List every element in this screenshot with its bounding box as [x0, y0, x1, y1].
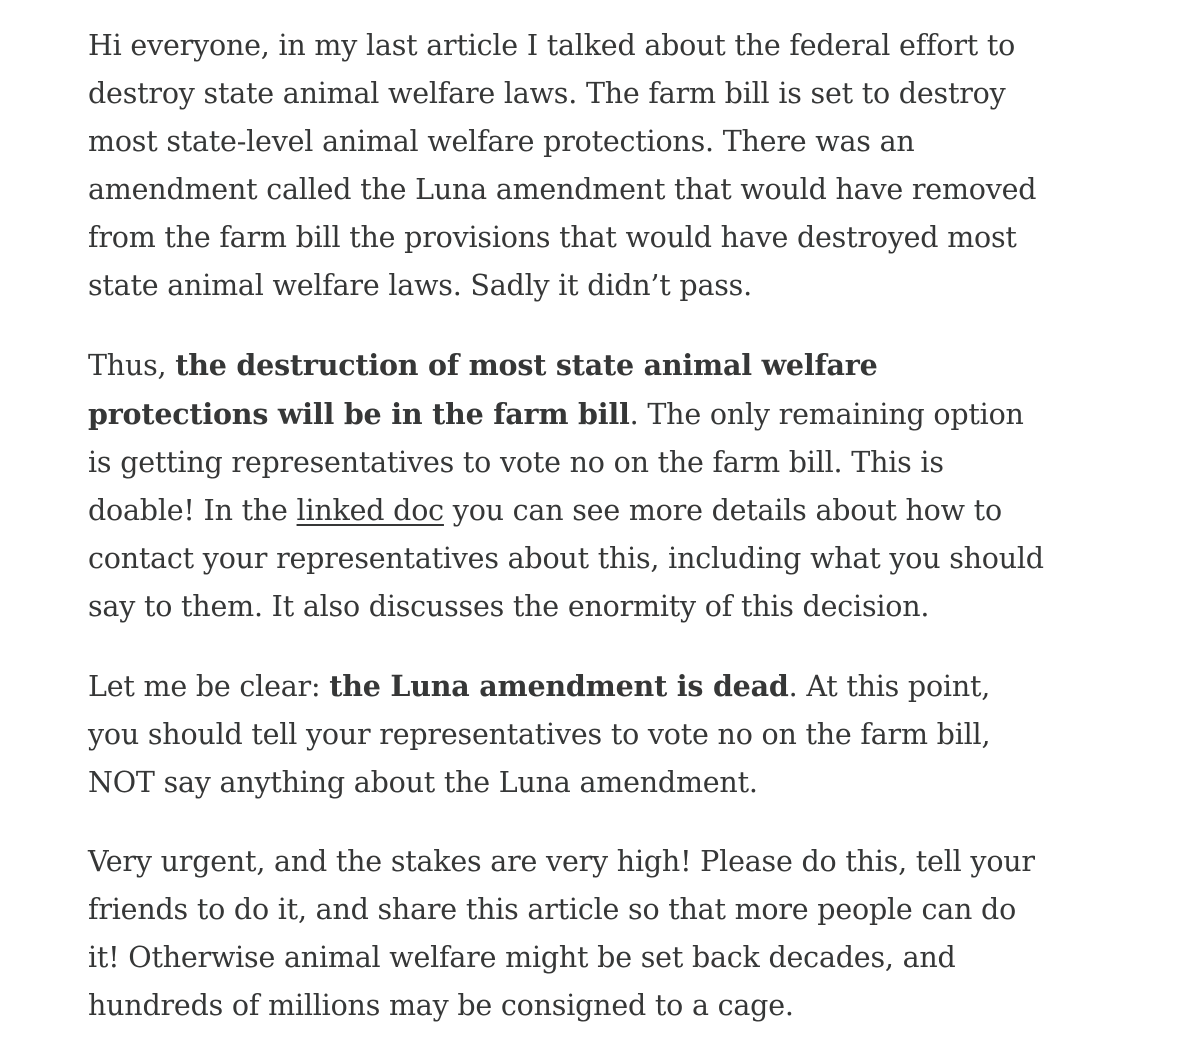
paragraph-urgent: Very urgent, and the stakes are very high! Please do this, tell your friends to do it, and share this article so that more people can do it! Otherwise animal welfare might be set back decades, and hundreds of millions may be consigned to a cage.	[88, 845, 1035, 1022]
article-body	[88, 22, 1048, 1061]
farm-bill-emphasis: the destruction of most state animal welfare protections will be in the farm bill	[88, 348, 878, 431]
paragraph-luna-tail: . At this point, you should tell your representatives to vote no on the farm bill, NOT say anything about the Luna amendment.	[88, 670, 991, 799]
luna-dead-emphasis: the Luna amendment is dead	[329, 669, 789, 703]
paragraph-luna-dead	[88, 662, 1048, 807]
linked-doc-link[interactable]: linked doc	[296, 494, 444, 527]
paragraph-farm-bill-tail: you can see more details about how to contact your representatives about this, including what you should say to them. It also discusses the enormity of this decision.	[88, 494, 1044, 623]
paragraph-intro: Hi everyone, in my last article I talked about the federal effort to destroy state animal welfare laws. The farm bill is set to destroy most state-level animal welfare protections. There was an amendment called the Luna amendment that would have removed from the farm bill the provisions that would have destroyed most state animal welfare laws. Sadly it didn’t pass.	[88, 29, 1037, 302]
paragraph-farm-bill	[88, 341, 1048, 631]
paragraph-luna-lead: Let me be clear:	[88, 670, 330, 703]
paragraph-farm-bill-lead: Thus,	[88, 349, 176, 382]
paragraph-farm-bill-mid: . The only remaining option is getting representatives to vote no on the farm bill. This is doable! In the	[88, 398, 1024, 527]
